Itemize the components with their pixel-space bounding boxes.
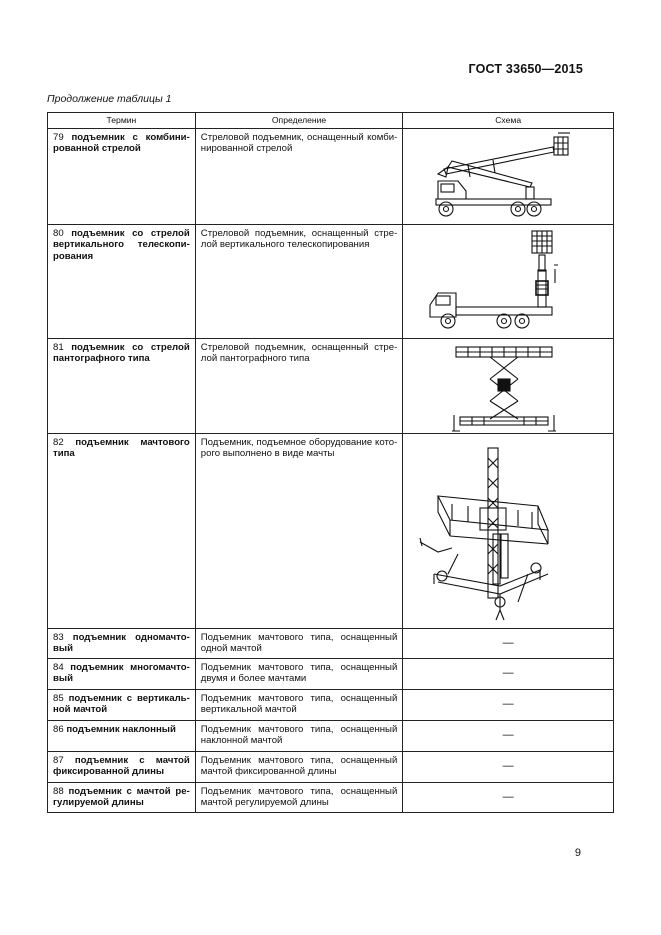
term-text: подъемник с комбинированной стрелой xyxy=(53,132,190,155)
table-row xyxy=(48,659,614,690)
term-cell xyxy=(48,690,196,721)
pantograph-boom-lift-drawing xyxy=(408,339,608,432)
term-text: подъемник одномачтовый xyxy=(53,632,190,655)
table-row xyxy=(48,721,614,752)
table-row xyxy=(48,629,614,659)
definition-cell: Подъемник мачтового типа, оснащенный двумя и более мачтами xyxy=(195,659,403,690)
definition-cell: Подъемник мачтового типа, оснащенный наклонной мачтой xyxy=(195,721,403,752)
term-text: подъемник наклонный xyxy=(66,724,176,735)
definition-cell: Стреловой подъемник, оснащенный комбинированной стрелой xyxy=(195,129,403,225)
scheme-cell: — xyxy=(403,783,614,813)
term-text: подъемник многомачтовый xyxy=(53,662,190,685)
term-cell xyxy=(48,629,196,659)
terms-table xyxy=(47,112,614,813)
scheme-cell: — xyxy=(403,690,614,721)
term-number: 79 xyxy=(53,132,64,143)
document-code: ГОСТ 33650—2015 xyxy=(468,62,583,76)
table-row xyxy=(48,339,614,434)
term-cell xyxy=(48,129,196,225)
scheme-cell xyxy=(403,129,614,225)
definition-cell: Подъемник мачтового типа, оснащенный мачтой фиксированной длины xyxy=(195,752,403,783)
term-number: 88 xyxy=(53,786,64,797)
term-number: 83 xyxy=(53,632,64,643)
page-number: 9 xyxy=(574,847,581,859)
term-cell xyxy=(48,659,196,690)
term-text: подъемник с мачтой регулируемой длины xyxy=(53,786,190,809)
term-text: подъемник с мачтой фиксированной длины xyxy=(53,755,190,778)
definition-cell: Подъемник, подъемное оборудование которого выполнено в виде мачты xyxy=(195,434,403,629)
definition-cell: Стреловой подъемник, оснащенный стрелой вертикального телескопирования xyxy=(195,225,403,339)
table-row xyxy=(48,434,614,629)
table-row xyxy=(48,129,614,225)
combined-boom-lift-drawing xyxy=(408,129,608,223)
scheme-cell: — xyxy=(403,721,614,752)
scheme-cell: — xyxy=(403,752,614,783)
term-cell xyxy=(48,434,196,629)
term-cell xyxy=(48,752,196,783)
term-number: 86 xyxy=(53,724,64,735)
term-number: 87 xyxy=(53,755,64,766)
term-number: 82 xyxy=(53,437,64,448)
term-text: подъемник со стрелой вертикального телескопирования xyxy=(53,228,190,262)
table-row xyxy=(48,690,614,721)
column-header-term: Термин xyxy=(48,113,196,129)
term-cell xyxy=(48,339,196,434)
term-number: 80 xyxy=(53,228,64,239)
table-header-row xyxy=(48,113,614,129)
definition-cell: Стреловой подъемник, оснащенный стрелой пантографного типа xyxy=(195,339,403,434)
term-number: 84 xyxy=(53,662,64,673)
definition-cell: Подъемник мачтового типа, оснащенный вертикальной мачтой xyxy=(195,690,403,721)
scheme-cell xyxy=(403,225,614,339)
table-row xyxy=(48,225,614,339)
term-number: 81 xyxy=(53,342,64,353)
scheme-cell: — xyxy=(403,629,614,659)
definition-cell: Подъемник мачтового типа, оснащенный мачтой регулируемой длины xyxy=(195,783,403,813)
table-row xyxy=(48,783,614,813)
mast-lift-drawing xyxy=(408,434,608,627)
column-header-scheme: Схема xyxy=(403,113,614,129)
term-cell xyxy=(48,721,196,752)
term-cell xyxy=(48,783,196,813)
vertical-telescopic-boom-lift-drawing xyxy=(408,225,608,337)
column-header-definition: Определение xyxy=(195,113,403,129)
scheme-cell xyxy=(403,434,614,629)
term-text: подъемник с вертикальной мачтой xyxy=(53,693,190,716)
term-number: 85 xyxy=(53,693,64,704)
scheme-cell: — xyxy=(403,659,614,690)
term-cell xyxy=(48,225,196,339)
table-caption: Продолжение таблицы 1 xyxy=(47,93,172,105)
scheme-cell xyxy=(403,339,614,434)
definition-cell: Подъемник мачтового типа, оснащенный одной мачтой xyxy=(195,629,403,659)
table-row xyxy=(48,752,614,783)
term-text: подъемник со стрелой пантографного типа xyxy=(53,342,190,365)
term-text: подъемник мачтового типа xyxy=(53,437,190,460)
